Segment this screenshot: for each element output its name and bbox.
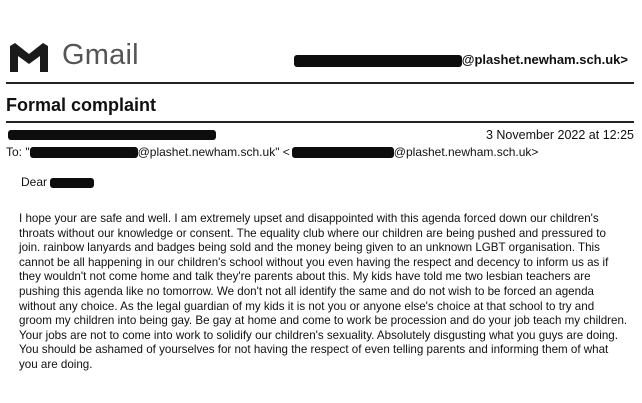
message-greeting bbox=[21, 175, 94, 189]
email-header bbox=[0, 0, 642, 82]
account-email-domain: @plashet.newham.sch.uk> bbox=[461, 52, 628, 67]
message-meta bbox=[6, 128, 634, 168]
to-label: To: " bbox=[6, 145, 30, 159]
divider bbox=[6, 82, 634, 84]
gmail-logo-icon bbox=[8, 40, 50, 74]
message-subject: Formal complaint bbox=[6, 95, 157, 115]
message-date: 3 November 2022 at 12:25 bbox=[485, 128, 634, 142]
redacted-recipient bbox=[292, 147, 394, 158]
redacted-name bbox=[294, 55, 462, 67]
recipient-email-domain: @plashet.newham.sch.uk> bbox=[393, 145, 539, 159]
app-brand: Gmail bbox=[62, 39, 139, 71]
account-email bbox=[294, 52, 628, 67]
recipient-line bbox=[6, 145, 538, 159]
redacted-recipient bbox=[30, 147, 138, 158]
divider bbox=[6, 121, 634, 123]
redacted-sender bbox=[8, 130, 216, 140]
recipient-email-domain: @plashet.newham.sch.uk" < bbox=[137, 145, 290, 159]
greeting-text: Dear bbox=[21, 175, 48, 189]
message-body: I hope your are safe and well. I am extremely upset and disappointed with this agenda forced down our children's throats without our knowledge or consent. The equality club where our children are being pushed and pressured to join. rainbow lanyards and badges being sold and the money being given to an unknown LGBT organisation. This cannot be all happening in our children's school without you even having the respect and decency to inform us as if they wouldn't not come home and talk they're parents about this. My kids have told me two lesbian teachers are pushing this agenda like no tomorrow. We don't not all identify the same and do not wish to be forced an agenda without any choice. As the legal guardian of my kids it is not you or anyone else's choice at that school to try and groom my children into being gay. Be gay at home and come to work be procession and do your job teach my children. Your jobs are not to come into work to solidify our children's sexuality. Absolutely disgusting what you guys are doing. You should be ashamed of yourselves for not having the respect of even telling parents and informing them of what you are doing. bbox=[19, 212, 628, 371]
redacted-name bbox=[50, 178, 94, 188]
